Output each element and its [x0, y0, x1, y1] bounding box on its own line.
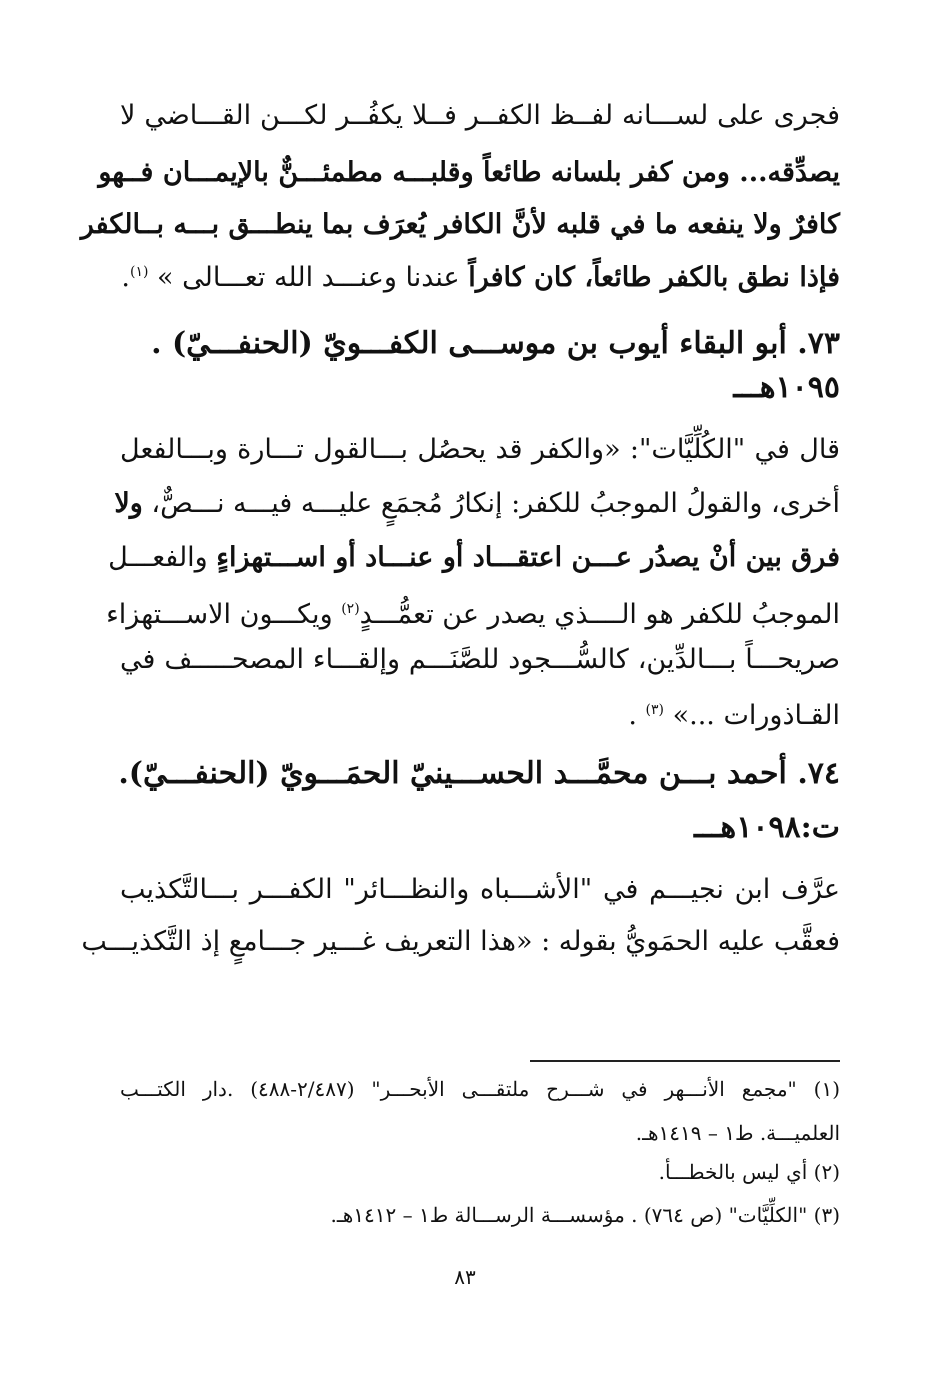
footnote: (١) "مجمع الأنـــهر في شـــرح ملتقـــى الأبحـــر" (٢/٤٨٧-٤٨٨) .دار الكتـــب [120, 1077, 840, 1101]
body-text: أخرى، والقولُ الموجبُ للكفر: إنكارُ مُجمَعٍ عليـــه فيـــه نـــصٌّ، [142, 488, 840, 519]
entry-date: ١٠٩٥هـــ [733, 370, 840, 405]
entry-date: ت:١٠٩٨هـــ [694, 810, 840, 845]
body-text: والفعـــل [108, 542, 217, 573]
footnote-divider [530, 1060, 840, 1062]
body-line [120, 690, 840, 730]
body-line [120, 252, 840, 292]
entry-heading: ٧٤. أحمد بـــن محمَّـــد الحســـينيّ الحمَـــويّ (الحنفـــيّ). [118, 756, 840, 791]
body-line: كافرٌ ولا ينفعه ما في قلبه لأنَّ الكافر يُعرَف بما ينطـــق بـــه بــالكفر [80, 209, 840, 240]
body-line [114, 484, 840, 524]
body-text: القـاذورات ...» [672, 700, 840, 731]
body-text: ويكـــون الاســـتهزاء [106, 599, 342, 630]
punctuation: . [628, 700, 646, 731]
page-number: ٨٣ [454, 1265, 476, 1289]
punctuation: . [121, 262, 130, 293]
entry-heading: ٧٣. أبو البقاء أيوب بن موســـى الكفـــويّ (الحنفـــيّ) . [151, 326, 840, 361]
body-line: يصدِّقه... ومن كفر بلسانه طائعاً وقلبـــه مطمئـــنٌّ بالإيمـــان فــهو [98, 157, 840, 188]
footnote-ref: (٣) [645, 702, 664, 718]
body-line: عرَّف ابن نجيـــم في "الأشـــباه والنظـــائر" الكفـــر بـــالتَّكذيب [120, 874, 840, 905]
footnote: العلميـــة. ط١ – ١٤١٩هـ. [635, 1121, 840, 1145]
footnote-ref: (١) [129, 264, 149, 280]
footnote-ref: (٢) [341, 601, 360, 617]
body-text: عندنا وعنـــد الله تعـــالى » [157, 262, 469, 293]
footnote: (٢) أي ليس بالخطـــأ. [658, 1160, 840, 1184]
bold-text: فإذا نطق بالكفر طائعاً، كان كافراً [468, 262, 840, 293]
body-line [108, 538, 840, 578]
body-line: قال في "الكُلِّيَّات": «والكفر قد يحصُل بـــالقول تـــارة وبـــالفعل [120, 434, 840, 465]
document-page [80, 0, 840, 1382]
footnote: (٣) "الكلِّيَّات" (ص ٧٦٤) . مؤسســـة الرســـالة ط١ – ١٤١٢هـ. [330, 1203, 840, 1227]
bold-text: ولا [114, 488, 143, 519]
body-line: فعقَّب عليه الحمَويُّ بقوله : «هذا التعريف غـــير جـــامعٍ إذ التَّكذيـــب [81, 926, 840, 957]
body-line: صريحـــاً بـــالدِّين، كالسُّـــجود للصَّنَـــم وإلقـــاء المصحـــــف في [120, 644, 840, 675]
bold-text: فرق بين أنْ يصدُر عـــن اعتقـــاد أو عنـــاد أو اســـتهزاءٍ [216, 542, 840, 573]
body-line: فجرى على لســـانه لفــظ الكفــر فــلا يكفُــر لكـــن القـــاضي لا [120, 100, 840, 131]
body-text: الموجبُ للكفر هو الــــذي يصدر عن تعمُّـــدٍ [359, 599, 840, 630]
body-line [106, 589, 840, 630]
